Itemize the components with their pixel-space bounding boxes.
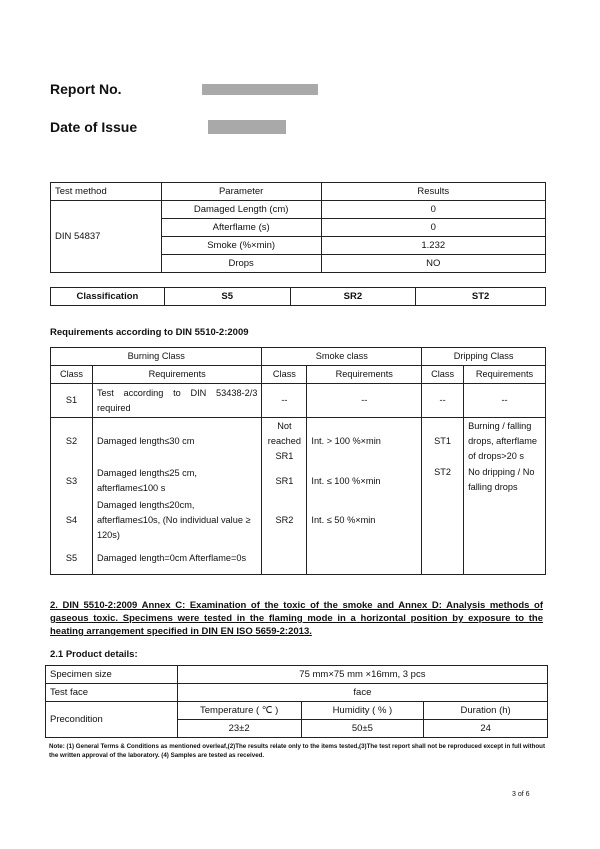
test-results-table [50,182,546,273]
class-s4: S4 [51,498,93,544]
classification-smoke: SR2 [290,288,416,306]
product-details-heading: 2.1 Product details: [50,649,138,660]
parameter-cell: Smoke (%×min) [161,237,321,255]
drip-class-s2: ST1 [422,418,464,465]
class-s1: S1 [51,384,93,418]
req-s2: Damaged length≤30 cm [92,418,261,465]
specimen-size-value: 75 mm×75 mm ×16mm, 3 pcs [177,666,547,684]
subheader-requirements: Requirements [92,366,261,384]
smoke-req-s2: Int. > 100 %×min [307,418,422,465]
test-face-label: Test face [46,684,178,702]
requirements-title: Requirements according to DIN 5510-2:2009 [50,327,249,338]
classification-dripping: ST2 [416,288,546,306]
date-redacted [208,120,286,134]
parameter-cell: Afterflame (s) [161,219,321,237]
humidity-header: Humidity ( % ) [301,702,424,720]
smoke-class-s4: SR2 [262,498,307,544]
class-s3: S3 [51,465,93,498]
precondition-label: Precondition [46,702,178,738]
req-s3: Damaged length≤25 cm, afterflame≤100 s [92,465,261,498]
group-dripping-class: Dripping Class [422,348,546,366]
subheader-class: Class [262,366,307,384]
product-details-table [45,665,548,738]
smoke-class-s1: -- [262,384,307,418]
specimen-size-label: Specimen size [46,666,178,684]
section2-heading: 2. DIN 5510-2:2009 Annex C: Examination of the toxic of the smoke and Annex D: Analysis methods of gaseous toxic. Specimens were tested in the flaming mode in a horizontal position by exposure to the heating arrangement specified in DIN EN ISO 5659-2:2013. [50,600,543,637]
report-no-label: Report No. [50,81,122,97]
smoke-class-empty [262,544,307,575]
parameter-cell: Damaged Length (cm) [161,201,321,219]
smoke-req-empty [307,544,422,575]
smoke-req-s3: Int. ≤ 100 %×min [307,465,422,498]
duration-value: 24 [424,720,548,738]
drip-req-s2: Burning / falling drops, afterflame of drops>20 s [464,418,546,465]
subheader-class: Class [51,366,93,384]
duration-header: Duration (h) [424,702,548,720]
req-s5: Damaged length=0cm Afterflame=0s [92,544,261,575]
requirements-table [50,347,546,575]
classification-label: Classification [51,288,165,306]
page-number: 3 of 6 [512,791,530,798]
date-of-issue-label: Date of Issue [50,119,138,135]
test-face-value: face [177,684,547,702]
header-parameter: Parameter [161,183,321,201]
footnote: Note: (1) General Terms & Conditions as mentioned overleaf,(2)The results relate only to the items tested,(3)The test report shall not be reproduced except in full without the written approval of the laboratory. (4) Samples are tested as received. [49,743,545,759]
result-cell: NO [321,255,546,273]
test-method-value: DIN 54837 [51,201,162,273]
subheader-requirements: Requirements [464,366,546,384]
result-cell: 0 [321,201,546,219]
drip-req-s3: No dripping / No falling drops [464,465,546,575]
drip-req-s1: -- [464,384,546,418]
humidity-value: 50±5 [301,720,424,738]
smoke-class-s3: SR1 [262,465,307,498]
class-s2: S2 [51,418,93,465]
header-test-method: Test method [51,183,162,201]
subheader-requirements: Requirements [307,366,422,384]
group-burning-class: Burning Class [51,348,262,366]
group-smoke-class: Smoke class [262,348,422,366]
result-cell: 0 [321,219,546,237]
class-s5: S5 [51,544,93,575]
drip-class-s3: ST2 [422,465,464,498]
drip-class-empty [422,498,464,575]
drip-class-s1: -- [422,384,464,418]
temperature-header: Temperature ( ℃ ) [177,702,301,720]
smoke-req-s1: -- [307,384,422,418]
temperature-value: 23±2 [177,720,301,738]
header-results: Results [321,183,546,201]
classification-burning: S5 [164,288,290,306]
classification-table [50,287,546,306]
report-no-redacted [202,84,318,95]
parameter-cell: Drops [161,255,321,273]
result-cell: 1.232 [321,237,546,255]
subheader-class: Class [422,366,464,384]
smoke-class-s2: Not reached SR1 [262,418,307,465]
smoke-req-s4: Int. ≤ 50 %×min [307,498,422,544]
req-s1: Test according to DIN 53438-2/3 required [92,384,261,418]
req-s4: Damaged length≤20cm, afterflame≤10s, (No individual value ≥ 120s) [92,498,261,544]
